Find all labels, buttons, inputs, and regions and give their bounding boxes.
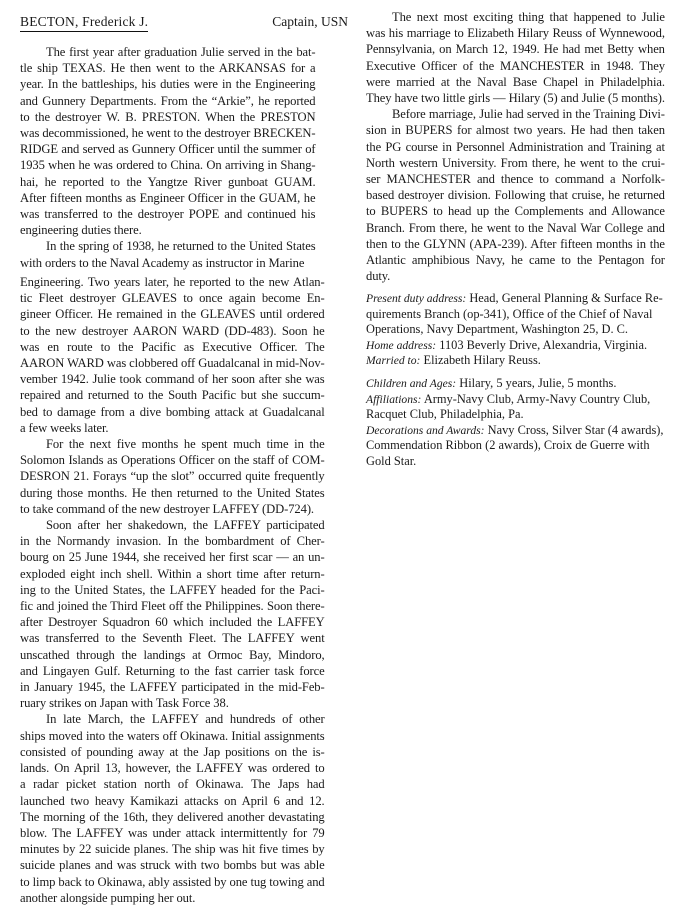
text-line: was his marriage to Elizabeth Hilary Reuss of Wynnewood, <box>366 26 665 41</box>
biography-text-part-2 <box>20 274 325 906</box>
text-line: ser MANCHESTER and thence to command a Norfolk- <box>366 172 665 187</box>
text-line: Engineering. Two years later, he reported to the new Atlan- <box>20 275 325 289</box>
text-line: were married at the Naval Base Chapel in Philadelphia. <box>366 74 665 89</box>
home-address-value: 1103 Beverly Drive, Alexandria, Virginia. <box>439 337 648 352</box>
text-line: After fifteen months as Engineer Officer in the GUAM, he <box>20 190 316 205</box>
text-line: and Lingayen Gulf. Returning to the fast carrier task force <box>20 663 325 678</box>
affiliations-label: Affiliations: <box>366 392 422 406</box>
text-line: in January 1945, the LAFFEY participated in the mid-Feb- <box>20 680 325 695</box>
text-line: In late March, the LAFFEY and hundreds of other <box>46 712 325 727</box>
text-line: to take command of the new destroyer LAFFEY (DD-724). <box>20 501 314 516</box>
person-name: BECTON, Frederick J. <box>20 14 148 32</box>
text-line: sion in BUPERS for almost two years. He had then taken <box>366 123 665 138</box>
text-line: ing to the United States, the LAFFEY headed for the Paci- <box>20 582 325 597</box>
children-label: Children and Ages: <box>366 377 457 390</box>
text-line: during those months. He then returned to the United States <box>20 485 325 500</box>
text-line: hai, he reported to the Yangtze River gunboat GUAM. <box>20 174 316 189</box>
text-line: North western University. From there, he went to the crui- <box>366 155 665 170</box>
text-line: exploded eight inch shell. Within a short time after return- <box>20 566 325 581</box>
biography-text-part-1 <box>20 44 316 271</box>
home-address-label: Home address: <box>366 338 437 352</box>
text-line: and Gunnery Departments. From the “Arkie”, he reported <box>20 93 316 108</box>
text-line: 1935 when he was ordered to China. On arriving in Shang- <box>20 158 316 173</box>
text-line: to the destroyer W. B. PRESTON. When the PRESTON <box>20 109 316 124</box>
text-line: another alongside pumping her out. <box>20 890 196 905</box>
present-duty-row <box>366 291 663 307</box>
children-value: Hilary, 5 years, Julie, 5 months. <box>459 376 617 390</box>
text-line: was en route to the Pacific as Executive Officer. The <box>20 339 325 354</box>
text-line: They have two little girls — Hilary (5) and Julie (5 months). <box>366 91 665 106</box>
text-line: gineer Officer. He remained in the GLEAVES until ordered <box>20 307 325 322</box>
text-line: fic and joined the Third Fleet off the Philippines. Soon there- <box>20 599 325 614</box>
text-line: duty. <box>366 269 391 284</box>
text-line: RIDGE and served as Gunnery Officer until the summer of <box>20 142 316 157</box>
text-line: Solomon Islands as Operations Officer on the staff of COM- <box>20 453 325 468</box>
text-line: with orders to the Naval Academy as instructor in Marine <box>20 255 305 270</box>
family-and-awards-info <box>366 376 664 470</box>
text-line: Executive Officer of the MANCHESTER in 1948. They <box>366 58 665 73</box>
decorations-line: Gold Star. <box>366 453 417 468</box>
present-duty-line: quirements Branch (op-341), Office of the Chief of Naval <box>366 306 653 321</box>
children-row <box>366 376 664 392</box>
affiliations-line: Army-Navy Club, Army-Navy Country Club, <box>423 391 651 406</box>
page-header <box>20 14 348 36</box>
decorations-row <box>366 423 664 439</box>
text-line: bourg on 25 June 1944, she received her first scar — an un- <box>20 550 325 565</box>
present-duty-label: Present duty address: <box>366 292 467 305</box>
home-address-row <box>366 338 663 354</box>
text-line: was decommissioned, he went to the destroyer BRECKEN- <box>20 126 316 141</box>
text-line: suicide planes and was struck with two bombs but was able <box>20 858 325 873</box>
text-line: repaired and returned to the South Pacific but she succum- <box>20 388 325 403</box>
text-line: to limp back to Okinawa, ably assisted by one tug towing and <box>20 874 325 889</box>
text-line: DESRON 21. Forays “up the slot” occurred quite frequently <box>20 469 325 484</box>
address-info <box>366 291 663 369</box>
present-duty-line: Operations, Navy Department, Washington 25, D. C. <box>366 322 629 337</box>
married-to-label: Married to: <box>366 354 421 368</box>
text-line: based destroyer division. Following that cruise, he returned <box>366 188 665 203</box>
text-line: For the next five months he spent much time in the <box>46 437 325 452</box>
text-line: Soon after her shakedown, the LAFFEY participated <box>46 518 325 533</box>
text-line: unscathed through the landings at Ormoc Bay, Mindoro, <box>20 647 325 662</box>
text-line: a few weeks later. <box>20 420 109 435</box>
text-line: launched two heavy Kamikazi attacks on April 6 and 12. <box>20 793 325 808</box>
text-line: The first year after graduation Julie served in the bat- <box>46 45 316 59</box>
text-line: to BUPERS to head up the Complements and Allowance <box>366 204 665 219</box>
decorations-label: Decorations and Awards: <box>366 423 485 437</box>
text-line: ships moved into the waters off Okinawa. Initial assignments <box>20 728 325 743</box>
text-line: tle ship TEXAS. He then went to the ARKANSAS for a <box>20 61 316 76</box>
married-to-row <box>366 353 663 369</box>
text-line: Before marriage, Julie had served in the Training Divi- <box>392 107 665 122</box>
text-line: a radar picket station north of Okinawa. The Japs had <box>20 777 325 792</box>
decorations-line: Commendation Ribbon (2 awards), Croix de Guerre with <box>366 438 650 453</box>
text-line: to the new destroyer AARON WARD (DD-483). Soon he <box>20 323 325 338</box>
text-line: In the spring of 1938, he returned to the United States <box>46 239 316 254</box>
affiliations-row <box>366 392 664 408</box>
text-line: after Destroyer Squadron 60 which included the LAFFEY <box>20 615 325 630</box>
text-line: in the Normandy invasion. In the bombardment of Cher- <box>20 534 325 549</box>
text-line: consisted of pounding away at the Jap positions on the is- <box>20 744 325 759</box>
text-line: The next most exciting thing that happened to Julie <box>392 10 665 24</box>
text-line: Branch. From there, he went to the Naval War College and <box>366 220 665 235</box>
biography-text-part-3 <box>366 9 665 284</box>
text-line: tic Fleet destroyer GLEAVES to once again become En- <box>20 291 325 306</box>
affiliations-line: Racquet Club, Philadelphia, Pa. <box>366 407 524 422</box>
text-line: AARON WARD was clobbered off Guadalcanal in mid-Nov- <box>20 356 325 371</box>
present-duty-line: Head, General Planning & Surface Re- <box>469 291 663 305</box>
text-line: was transferred to the Seventh Fleet. The LAFFEY went <box>20 631 325 646</box>
text-line: minutes by 22 suicide planes. The ship was hit five times by <box>20 842 325 857</box>
text-line: vember 1942. Julie took command of her soon after she was <box>20 372 325 387</box>
text-line: was transferred to the destroyer POPE and continued his <box>20 207 316 222</box>
text-line: engineering duties there. <box>20 223 142 238</box>
text-line: bed to damage from a dive bombing attack at Guadalcanal <box>20 404 325 419</box>
text-line: the PG course in Personnel Administration and Training at <box>366 139 665 154</box>
text-line: ruary strikes on Japan with Task Force 38. <box>20 696 229 711</box>
person-rank: Captain, USN <box>272 14 348 29</box>
married-to-value: Elizabeth Hilary Reuss. <box>423 353 541 368</box>
text-line: then to the GLYNN (APA-239). After fifteen months in the <box>366 236 665 251</box>
text-line: Atlantic amphibious Navy, he came to the Pentagon for <box>366 253 665 268</box>
text-line: lands. On April 13, however, the LAFFEY was ordered to <box>20 761 325 776</box>
text-line: blow. The LAFFEY was under attack intermittently for 79 <box>20 825 325 840</box>
decorations-line: Navy Cross, Silver Star (4 awards), <box>487 422 664 437</box>
text-line: year. In the battleships, his duties were in the Engineering <box>20 77 316 92</box>
text-line: Pennsylvania, on March 12, 1949. He had met Betty when <box>366 42 665 57</box>
text-line: The morning of the 16th, they delivered another devastating <box>20 809 325 824</box>
